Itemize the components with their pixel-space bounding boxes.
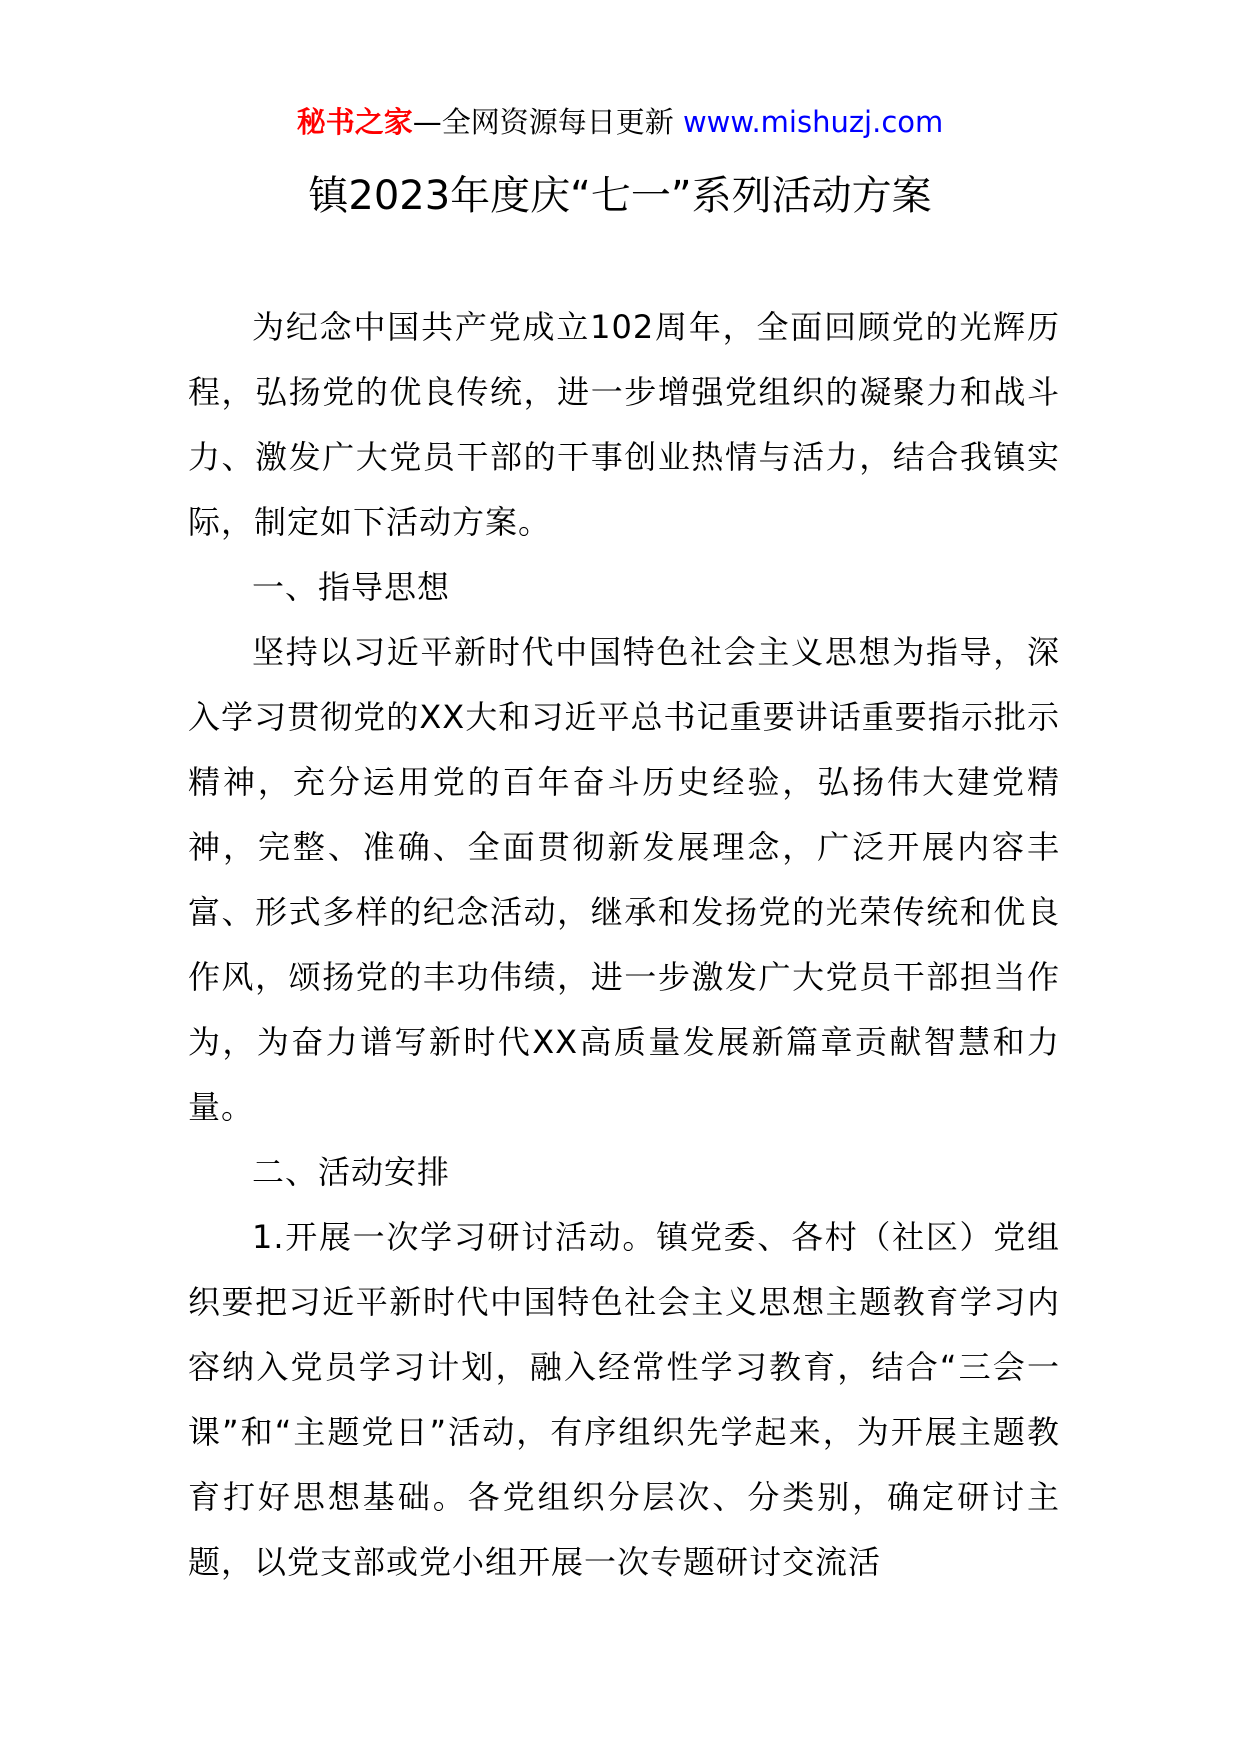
- site-header: [0, 102, 1240, 142]
- document-body: [188, 295, 1060, 1595]
- guiding-ideology-paragraph: 坚持以习近平新时代中国特色社会主义思想为指导，深入学习贯彻党的XX大和习近平总书记重要讲话重要指示批示精神，充分运用党的百年奋斗历史经验，弘扬伟大建党精神，完整、准确、全面贯彻新发展理念，广泛开展内容丰富、形式多样的纪念活动，继承和发扬党的光荣传统和优良作风，颂扬党的丰功伟绩，进一步激发广大党员干部担当作为，为奋力谱写新时代XX高质量发展新篇章贡献智慧和力量。: [188, 633, 1060, 1126]
- document-title: 镇2023年度庆“七一”系列活动方案: [308, 173, 932, 219]
- section-heading-guiding-ideology: 一、指导思想: [252, 568, 451, 606]
- brand-name: 秘书之家: [296, 105, 413, 139]
- intro-paragraph: 为纪念中国共产党成立102周年，全面回顾党的光辉历程，弘扬党的优良传统，进一步增强党组织的凝聚力和战斗力、激发广大党员干部的干事创业热情与活力，结合我镇实际，制定如下活动方案。: [188, 308, 1060, 541]
- site-url-link[interactable]: www.mishuzj.com: [682, 105, 944, 139]
- header-tagline: —全网资源每日更新: [412, 105, 683, 139]
- section-heading-activity-arrangement: 二、活动安排: [252, 1153, 451, 1191]
- activity-item-paragraph: 1.开展一次学习研讨活动。镇党委、各村（社区）党组织要把习近平新时代中国特色社会主义思想主题教育学习内容纳入党员学习计划，融入经常性学习教育，结合“三会一课”和“主题党日”活动，有序组织先学起来，为开展主题教育打好思想基础。各党组织分层次、分类别，确定研讨主题，以党支部或党小组开展一次专题研讨交流活: [188, 1218, 1060, 1581]
